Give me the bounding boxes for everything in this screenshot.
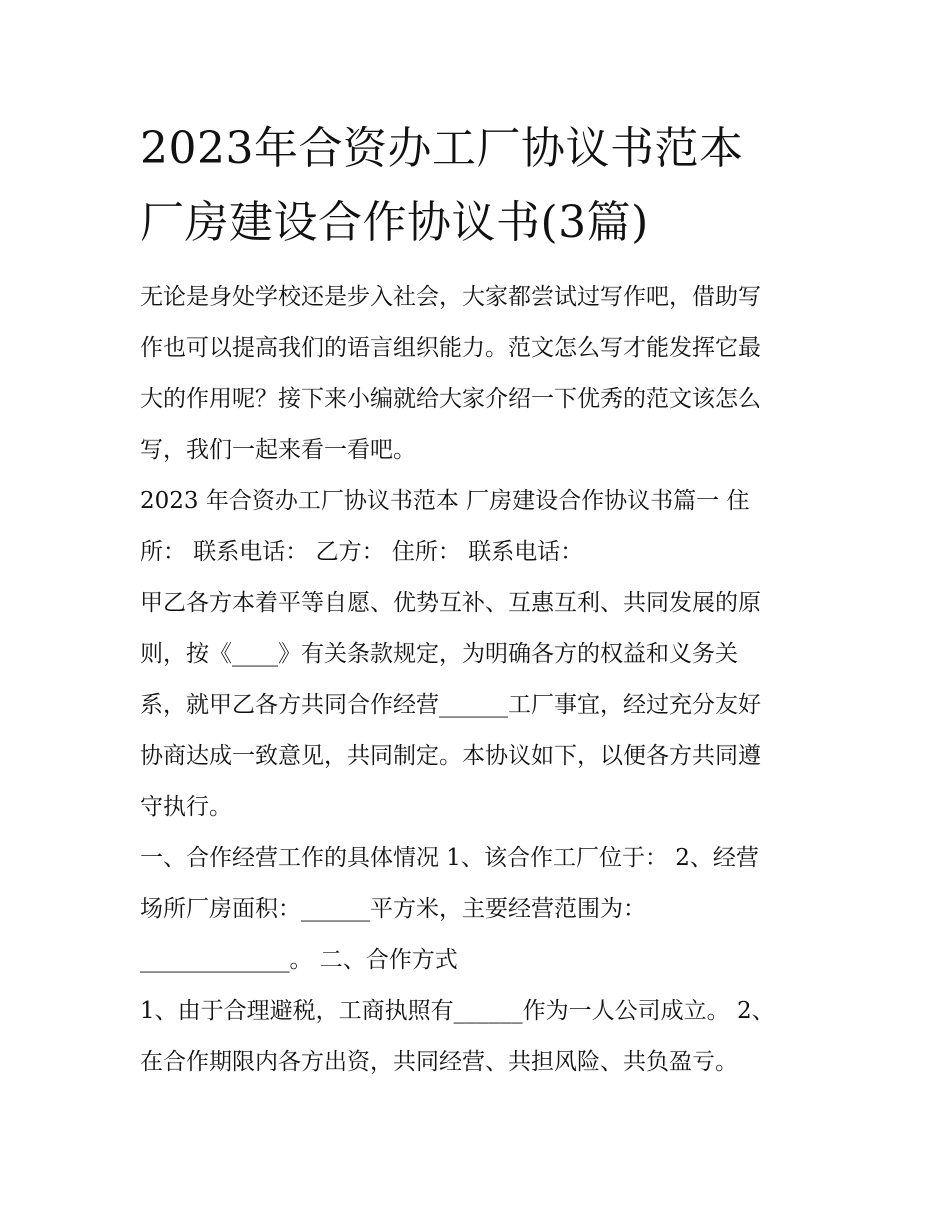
- document-content: [140, 112, 812, 1088]
- body-line: 系，就甲乙各方共同合作经营______工厂事宜，经过充分友好: [140, 692, 761, 718]
- title-line: 厂房建设合作协议书(3篇): [140, 197, 649, 248]
- body-line: 作也可以提高我们的语言组织能力。范文怎么写才能发挥它最: [140, 335, 761, 361]
- body-line: 大的作用呢？接下来小编就给大家介绍一下优秀的范文该怎么: [140, 386, 761, 412]
- body-line: 1、由于合理避税，工商执照有______作为一人公司成立。 2、: [140, 998, 775, 1024]
- document-title: [140, 112, 812, 260]
- body-line: 甲乙各方本着平等自愿、优势互补、互惠互利、共同发展的原: [140, 590, 761, 616]
- body-line: 守执行。: [140, 794, 232, 820]
- body-line: 2023 年合资办工厂协议书范本 厂房建设合作协议书篇一 住: [140, 488, 750, 514]
- body-line: 无论是身处学校还是步入社会，大家都尝试过写作吧，借助写: [140, 284, 761, 310]
- body-line: 协商达成一致意见，共同制定。本协议如下，以便各方共同遵: [140, 743, 761, 769]
- body-line: 则，按《____》有关条款规定，为明确各方的权益和义务关: [140, 641, 738, 667]
- body-line: 场所厂房面积：______平方米，主要经营范围为：: [140, 896, 646, 922]
- body-line: 所： 联系电话： 乙方： 住所： 联系电话：: [140, 539, 584, 565]
- body-line: 一、合作经营工作的具体情况 1、该合作工厂位于： 2、经营: [140, 845, 759, 871]
- body-line: 写，我们一起来看一看吧。: [140, 437, 416, 463]
- body-line: _____________。 二、合作方式: [140, 947, 458, 973]
- body-line: 在合作期限内各方出资，共同经营、共担风险、共负盈亏。: [140, 1049, 738, 1075]
- document-body: [140, 272, 812, 1088]
- title-line: 2023年合资办工厂协议书范本: [140, 123, 744, 174]
